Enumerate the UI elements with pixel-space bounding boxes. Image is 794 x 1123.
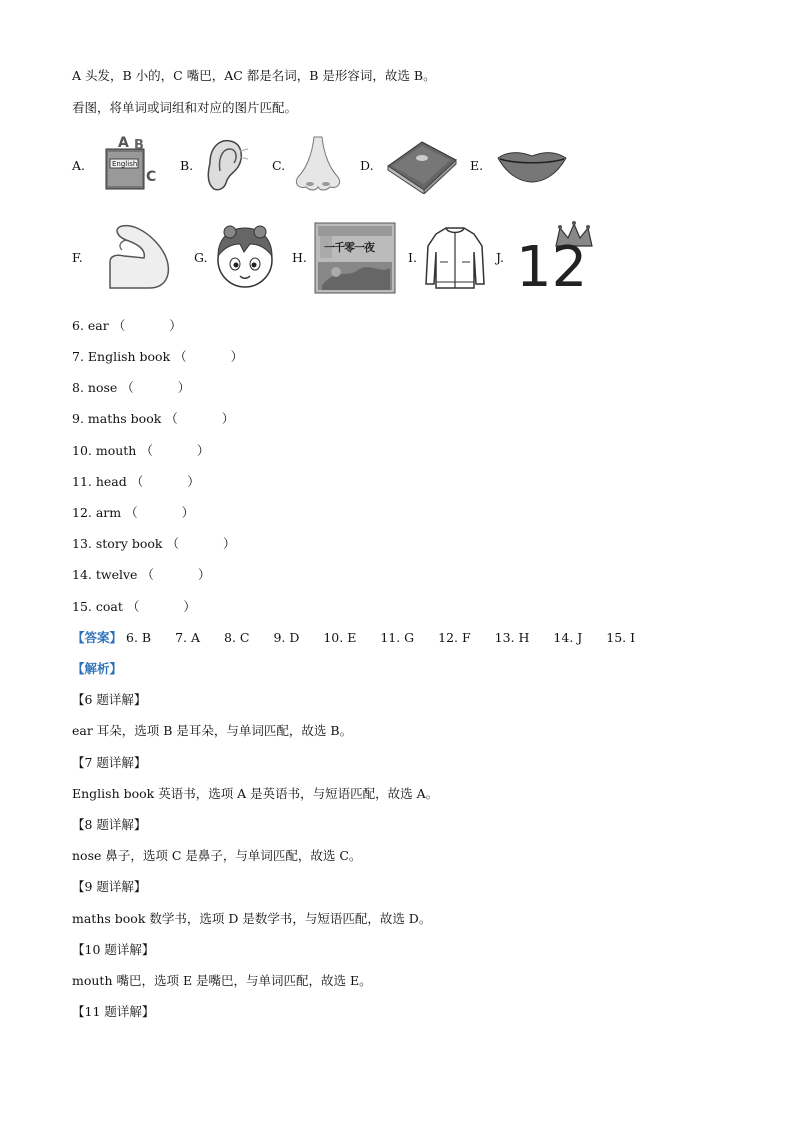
answer-item: 6. B [126,630,152,645]
svg-text:A: A [118,135,129,151]
question-item: 12. arm （ ） [72,505,195,520]
svg-text:B: B [134,138,144,153]
answer-item: 15. I [606,630,636,645]
option-letter-h: H. [292,250,307,265]
option-letter-f: F. [72,250,83,265]
question-item: 14. twelve （ ） [72,567,211,582]
question-item: 6. ear （ ） [72,318,182,333]
coat-icon [424,226,486,290]
option-letter-j: J. [496,250,505,265]
option-letter-e: E. [470,158,484,173]
story-book-title: 一千零一夜 [324,241,374,254]
svg-text:English: English [112,160,138,168]
ear-icon [200,135,250,193]
answer-item: 10. E [323,630,357,645]
detail-text: English book 英语书，选项 A 是英语书，与短语匹配，故选 A。 [72,786,439,801]
question-item: 10. mouth （ ） [72,443,210,458]
head-icon [214,224,276,290]
twelve-number-text: 12 [516,235,588,300]
answer-item: 13. H [494,630,530,645]
svg-text:C: C [146,169,157,185]
detail-heading: 【7 题详解】 [72,755,147,770]
nose-icon [292,135,344,193]
answer-label: 【答案】 [72,630,123,645]
arm-icon [104,222,174,290]
detail-text: ear 耳朵，选项 B 是耳朵，与单词匹配，故选 B。 [72,723,353,738]
detail-text: nose 鼻子，选项 C 是鼻子，与单词匹配，故选 C。 [72,848,362,863]
option-letter-i: I. [408,250,417,265]
answer-item: 12. F [438,630,471,645]
option-letter-a: A. [72,158,86,173]
number-twelve-icon [516,220,600,300]
detail-heading: 【8 题详解】 [72,817,147,832]
detail-heading: 【9 题详解】 [72,879,147,894]
option-letter-c: C. [272,158,286,173]
mouth-icon [496,148,568,184]
detail-heading: 【6 题详解】 [72,692,147,707]
answer-item: 8. C [224,630,250,645]
answer-item: 14. J [553,630,583,645]
answer-item: 7. A [175,630,201,645]
detail-text: mouth 嘴巴，选项 E 是嘴巴，与单词匹配，故选 E。 [72,973,372,988]
answer-line [72,630,655,646]
instruction-line: 看图，将单词或词组和对应的图片匹配。 [72,100,298,115]
detail-heading: 【11 题详解】 [72,1004,155,1019]
option-letter-d: D. [360,158,374,173]
detail-text: maths book 数学书，选项 D 是数学书，与短语匹配，故选 D。 [72,911,432,926]
option-letter-g: G. [194,250,208,265]
intro-line: A 头发，B 小的，C 嘴巴，AC 都是名词，B 是形容词，故选 B。 [72,68,436,83]
answer-item: 9. D [273,630,300,645]
question-item: 7. English book （ ） [72,349,244,364]
story-book-icon [314,222,396,294]
question-item: 11. head （ ） [72,474,200,489]
english-book-icon [100,135,162,193]
analysis-label: 【解析】 [72,661,123,676]
detail-heading: 【10 题详解】 [72,942,155,957]
question-item: 15. coat （ ） [72,599,196,614]
maths-book-icon [384,138,458,194]
question-item: 8. nose （ ） [72,380,191,395]
question-item: 13. story book （ ） [72,536,236,551]
option-letter-b: B. [180,158,194,173]
question-item: 9. maths book （ ） [72,411,235,426]
answer-item: 11. G [380,630,415,645]
